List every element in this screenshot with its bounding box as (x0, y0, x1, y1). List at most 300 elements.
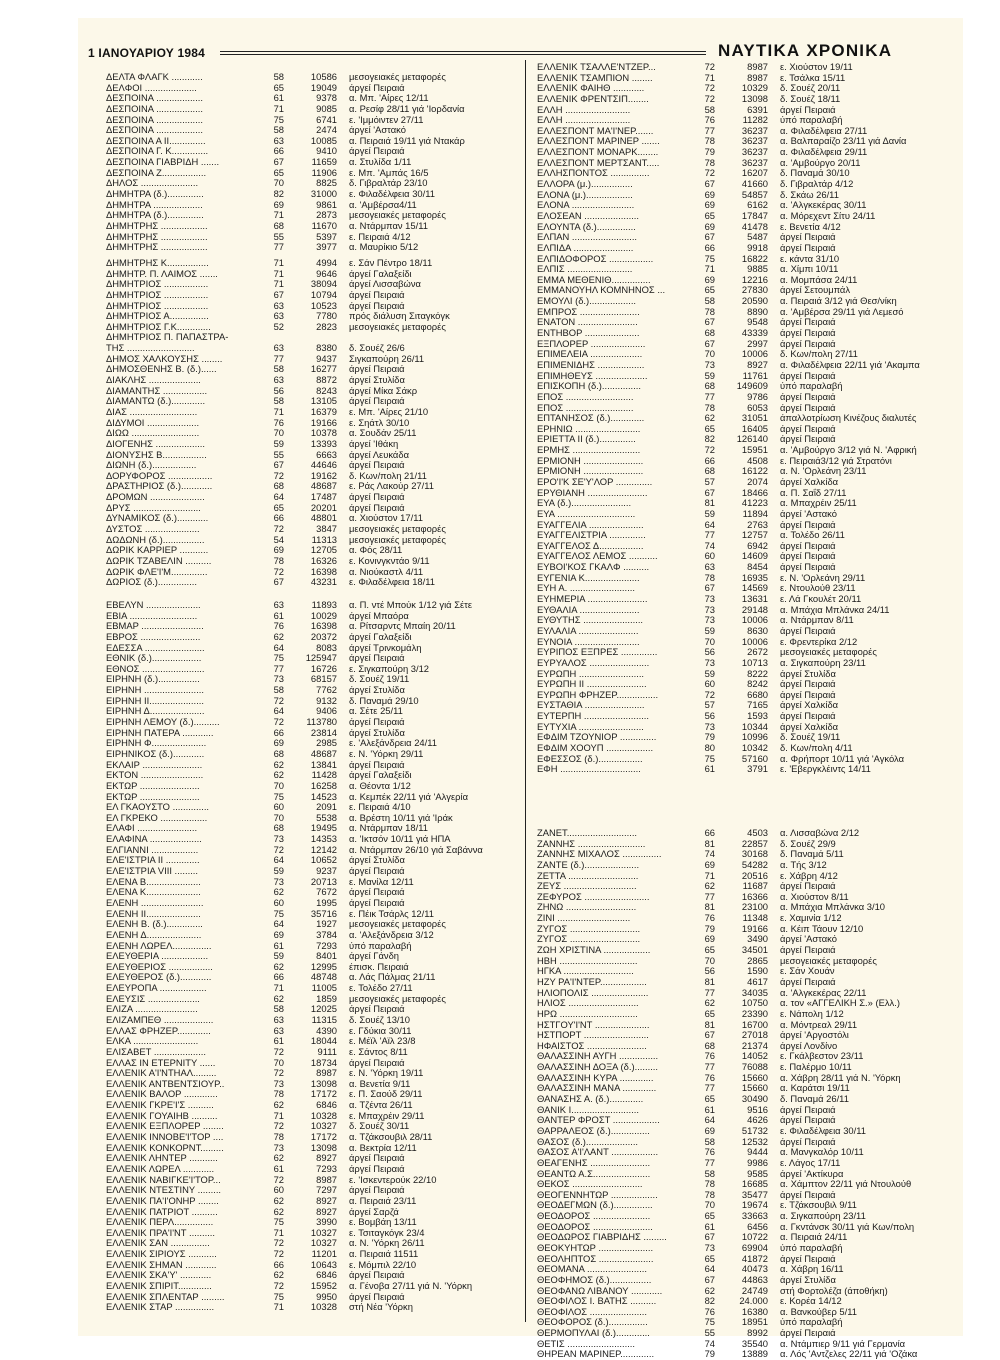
tonnage: 16398 (310, 565, 337, 577)
ship-status: α. Ν. 'Υόρκη 26/11 (349, 1238, 425, 1249)
build-year: 80 (704, 742, 715, 753)
build-year: 77 (704, 529, 715, 541)
build-year: 79 (704, 731, 715, 743)
ship-entry (106, 311, 514, 322)
tonnage: 8243 (316, 384, 337, 396)
build-year: 77 (704, 1061, 715, 1073)
ship-status: α. Μόντρεαλ 29/11 (780, 1019, 858, 1030)
ship-status: ε. Φιλαδέλφεια 18/11 (349, 577, 435, 588)
build-year: 81 (704, 497, 715, 509)
ship-name: ΕΥΡΩΠΗ ΦΡΗΖΕΡ................ (537, 689, 659, 700)
ship-entry (106, 545, 514, 556)
ship-name: ΕΚΤΟΝ ........................ (106, 770, 204, 781)
ship-status: άργεί Λονδίνο (780, 1040, 838, 1051)
build-year: 56 (704, 965, 715, 977)
build-year: 65 (704, 422, 715, 434)
tonnage: 18466 (741, 486, 768, 498)
ship-name: ΕΡΙΕΤΤΑ ΙΙ (δ.).............. (537, 434, 636, 445)
build-year: 68 (704, 465, 715, 477)
ship-name: ΕΛΕΝΑ Κ..................... (106, 887, 201, 898)
ship-name: ΕΥΑΓΓΕΛΟΣ ΛΕΜΟΣ ........... (537, 551, 658, 562)
build-year: 72 (273, 469, 284, 481)
ship-entry (106, 364, 514, 375)
tonnage: 6942 (747, 539, 768, 551)
ship-entry (537, 360, 950, 371)
ship-name: ΔΩΡΙΚ ΦΛΕ'Ι'Μ.............. (106, 566, 208, 577)
build-year: 71 (273, 1109, 284, 1121)
tonnage: 9085 (316, 102, 337, 114)
build-year: 54 (273, 533, 284, 545)
ship-name: ΕΛΛΕΝΙΚ ΤΣΑΜΠΙΟΝ ........ (537, 72, 653, 83)
build-year: 67 (704, 316, 715, 328)
ship-entry (537, 1126, 950, 1137)
ship-name: ΕΥΛΑΛΙΑ ....................... (537, 625, 639, 636)
ship-entry (106, 1196, 514, 1207)
build-year: 73 (704, 593, 715, 605)
ship-name: ΘΑΝΙΚ Ι.......................... (537, 1104, 639, 1115)
ship-status: άργεί Πειραιά (780, 1136, 836, 1147)
build-year: 65 (704, 1093, 715, 1105)
build-year: 75 (273, 790, 284, 802)
build-year: 62 (273, 630, 284, 642)
build-year: 72 (704, 167, 715, 179)
build-year: 62 (273, 769, 284, 781)
ship-status: α. Ντάμπιερ 9/11 γιά Γερμανία (780, 1338, 906, 1349)
build-year: 69 (704, 1124, 715, 1136)
ship-entry (106, 178, 514, 189)
build-year: 68 (704, 327, 715, 339)
ship-name: ΕΠΙΜΗΘΕΥΣ .................... (537, 370, 648, 381)
ship-status: α. Μπαχρέιν 25/11 (780, 498, 857, 509)
ship-entry (106, 1270, 514, 1281)
build-year: 64 (704, 1263, 715, 1275)
build-year: 70 (704, 348, 715, 360)
build-year: 58 (273, 395, 284, 407)
ship-name: ΕΛΠΙΔΑ ....................... (537, 242, 634, 253)
build-year: 82 (704, 1295, 715, 1307)
ship-block (106, 72, 514, 253)
ship-name: ΕΛΕΝΗ ........................ (106, 897, 204, 908)
ship-name: ΕΠΤΑΝΗΣΟΣ (δ.)............. (537, 413, 645, 424)
ship-status: α. 'Αμβούργο 20/11 (780, 157, 861, 168)
ship-status: α. Κέιπ Τάουν 12/10 (780, 923, 864, 934)
tonnage: 9646 (316, 267, 337, 279)
ship-status: ε. Μόμπιλ 22/10 (349, 1259, 417, 1270)
build-year: 68 (273, 747, 284, 759)
ship-name: ΤΗΣ .......................... (106, 343, 195, 354)
ship-status: άργεί Πειραιά (349, 1004, 405, 1015)
ship-name: ΕΡΗΝΙΩ ......................... (537, 423, 641, 434)
ship-name: ΔΗΜΗΤΡΑ (δ.).............. (106, 189, 204, 200)
ship-entry (106, 396, 514, 407)
build-year: 63 (273, 134, 284, 146)
ship-name: ΔΗΜΗΤΡΗΣ .................. (106, 231, 208, 242)
ship-name: ΕΙΡΗΝΗ ΠΑΤΕΡΑ ............ (106, 727, 214, 738)
build-year: 81 (704, 837, 715, 849)
tonnage: 10794 (310, 288, 337, 300)
ship-status: α. Φιλαδέλφεια 27/11 (780, 125, 868, 136)
ship-entry (106, 418, 514, 429)
build-year: 63 (273, 1013, 284, 1025)
build-year: 78 (704, 156, 715, 168)
build-year: 69 (704, 220, 715, 232)
ship-status: ε. Τολέδο 27/11 (349, 983, 413, 994)
build-year: 61 (704, 1103, 715, 1115)
ship-entry (106, 717, 514, 728)
ship-entry (106, 1164, 514, 1175)
build-year: 72 (704, 92, 715, 104)
tonnage: 8927 (316, 1205, 337, 1217)
ship-name: ΕΛΟΝΑ ........................ (537, 200, 635, 211)
ship-name: ΕΥΤΕΡΠΗ ......................... (537, 711, 650, 722)
tonnage: 23814 (310, 726, 337, 738)
ship-status: α. Κεμπέκ 22/11 γιά 'Αλγερία (349, 791, 468, 802)
build-year: 62 (273, 758, 284, 770)
tonnage: 126140 (736, 433, 768, 445)
ship-status: ε. Π. Σαούδ 29/11 (349, 1089, 423, 1100)
build-year: 76 (273, 620, 284, 632)
ship-status: α. Βεκτρία 12/11 (349, 1142, 417, 1153)
ship-status: α. Πειραιά 11511 (349, 1249, 419, 1260)
ship-entry (537, 956, 950, 967)
ship-name: ΕΛΛΕΝΙΚ ΣΠΙΡΙΤ............. (106, 1281, 212, 1291)
build-year: 61 (273, 92, 284, 104)
tonnage: 13098 (310, 1141, 337, 1153)
ship-entry (537, 530, 950, 541)
build-year: 76 (273, 416, 284, 428)
ship-status: άργεί Πειραιά (349, 1057, 405, 1068)
ship-name: ΕΛΛΕΣΠΟΝΤ ΜΕΡΤΣΑΝΤ..... (537, 157, 660, 168)
tonnage: 10328 (310, 1301, 337, 1313)
ship-name: ΘΕΟΓΕΝΝΗΤΩΡ .................. (537, 1189, 658, 1200)
ship-status: α. Τολέδο 26/11 (780, 530, 845, 541)
ship-name: ΕΥΗΜΕΡΙΑ ....................... (537, 594, 648, 605)
ship-name: ΘΑΝΑΣΗΣ Α. (δ.)............. (537, 1094, 644, 1105)
build-year: 59 (704, 507, 715, 519)
ship-entry (106, 189, 514, 200)
ship-status: ε. Ντουλούθ 23/11 (780, 583, 856, 594)
ship-name: ΔΙΑΣ .......................... (106, 406, 198, 417)
ship-name: ΘΑΛΑΣΣΙΝΗ ΑΥΓΗ ............... (537, 1051, 659, 1062)
ship-entry (537, 1211, 950, 1222)
tonnage: 13393 (310, 437, 337, 449)
build-year: 71 (273, 102, 284, 114)
tonnage: 15660 (741, 1071, 768, 1083)
ship-status: δ. Σουέζ 20/11 (780, 83, 841, 94)
tonnage: 3784 (316, 928, 337, 940)
tonnage: 13631 (741, 593, 768, 605)
tonnage: 11687 (742, 880, 768, 892)
ship-status: άργεί Χαλκίδα (780, 476, 839, 487)
ship-entry (106, 972, 514, 983)
build-year: 77 (704, 1156, 715, 1168)
ship-status: ε. Πειραιά 4/10 (349, 802, 411, 813)
ship-name: ΔΙΑΜΑΝΤΗΣ ................. (106, 385, 208, 396)
ship-entry (537, 1105, 950, 1116)
tonnage: 8927 (316, 1194, 337, 1206)
ship-name: ΕΙΡΗΝΗ (δ.)................ (106, 674, 200, 685)
ship-status: άργεί Πειραιά (780, 1253, 836, 1264)
ship-name: ΔΕΛΦΟΙ .................... (106, 82, 197, 93)
tonnage: 43339 (741, 327, 768, 339)
tonnage: 2997 (747, 337, 768, 349)
ship-name: ΕΛΟΝΑ (μ.).................. (537, 189, 633, 200)
tonnage: 11893 (311, 599, 337, 610)
ship-name: ΕΛΛΕΝΙΚ ΠΑΤΡΙΟΤ .......... (106, 1206, 218, 1217)
ship-entry (106, 685, 514, 696)
build-year: 71 (273, 257, 284, 268)
ship-status: δ. Σουέζ 29/9 (780, 838, 836, 849)
ship-status: στή Νέα 'Υόρκη (349, 1302, 413, 1313)
build-year: 77 (704, 390, 715, 402)
tonnage: 9548 (747, 316, 768, 328)
ship-name: ΔΕΣΠΟΙΝΑ .................. (106, 93, 203, 104)
ship-entry (537, 637, 950, 648)
build-year: 67 (704, 337, 715, 349)
tonnage: 10006 (741, 348, 768, 360)
build-year: 63 (273, 310, 284, 322)
ship-entry (537, 754, 950, 765)
build-year: 67 (704, 582, 715, 594)
ship-status: άργεί Πειραιά (780, 232, 836, 243)
ship-status: α. Πειραιά 24/11 (780, 1232, 848, 1243)
build-year: 61 (704, 763, 715, 775)
ship-entry (537, 615, 950, 626)
build-year: 78 (704, 135, 715, 147)
ship-entry (106, 503, 514, 514)
tonnage: 6846 (316, 1099, 337, 1111)
ship-entry (106, 232, 514, 243)
ship-entry (106, 375, 514, 386)
ship-status: ε. Πειραιά3/12 γιά Στρατόνι (780, 455, 892, 466)
tonnage: 8872 (316, 374, 337, 386)
ship-entry (106, 770, 514, 781)
ship-status: άργεί Πειραιά (349, 1270, 405, 1281)
ship-name: ΕΥΗ Α. ......................... (537, 583, 635, 594)
tonnage: 10586 (310, 71, 337, 82)
ship-status: ε. Τσάλκα 15/11 (780, 72, 846, 83)
ship-status: ε. Κορέα 14/12 (780, 1296, 842, 1307)
tonnage: 14569 (741, 582, 768, 594)
build-year: 69 (273, 928, 284, 940)
tonnage: 22857 (741, 837, 768, 849)
ship-status: α. Βενετία 9/11 (349, 1078, 411, 1089)
build-year: 68 (273, 219, 284, 231)
tonnage: 31000 (310, 188, 337, 200)
build-year: 76 (704, 1146, 715, 1158)
ship-entry (537, 1349, 950, 1360)
ship-entry (106, 242, 514, 253)
ship-name: ΔΙΟΓΕΝΗΣ ................... (106, 438, 206, 449)
ship-entry (106, 664, 514, 675)
ship-name: ΘΕΡΜΟΠΥΛΑΙ (δ.)............. (537, 1328, 650, 1339)
build-year: 56 (273, 384, 284, 396)
ship-name: ΕΜΜΑΝΟΥΗΛ ΚΟΜΝΗΝΟΣ ... (537, 285, 666, 296)
ship-status: α. Ρεσίφ 28/11 γιά 'Ιορδανία (349, 103, 465, 114)
ship-name: ΕΛΛΗ ......................... (537, 115, 631, 126)
ship-entry (537, 700, 950, 711)
ship-name: ΔΗΜΗΤΡΗΣ Κ................ (106, 258, 209, 268)
build-year: 55 (273, 230, 284, 242)
build-year: 62 (273, 992, 284, 1004)
ship-status: ε. Ν. 'Υόρκη 19/11 (349, 1068, 424, 1079)
ship-name: ΖΥΓΟΣ ........................... (537, 923, 641, 934)
tonnage: 8401 (316, 950, 337, 962)
ship-status (349, 332, 514, 343)
ship-entry (106, 556, 514, 567)
ship-entry (106, 866, 514, 877)
ship-entry (106, 1015, 514, 1026)
ship-status: Σιγκαπούρη 26/11 (349, 353, 425, 364)
ship-status: μεσογειακές μεταφορές (349, 321, 446, 332)
ship-status: α. Ντάρμπαν 26/10 γιά Σαβάννα (349, 844, 483, 855)
tonnage: 76088 (741, 1061, 768, 1073)
ship-name: ΕΚΤΩΡ ....................... (106, 780, 200, 791)
tonnage: 16822 (741, 252, 768, 264)
build-year: 70 (273, 811, 284, 823)
ship-name: ΔΙΩΩ .......................... (106, 428, 200, 439)
ship-entry (106, 632, 514, 643)
tonnage: 4994 (316, 257, 337, 268)
build-year: 78 (273, 1088, 284, 1100)
ship-name: ΕΙΡΗΝΗ ....................... (106, 685, 204, 696)
ship-name: ΕΦΗ ............................... (537, 764, 641, 775)
ship-status: ε. κάντα 31/10 (780, 253, 840, 264)
ship-entry (537, 669, 950, 680)
tonnage: 35540 (741, 1337, 768, 1349)
ship-name: ΕΥΑΓΓΕΛΟΣ Δ................. (537, 540, 644, 551)
ship-name: ΘΕΟΦΙΛΟΣ ...................... (537, 1306, 647, 1317)
ship-entry (537, 243, 950, 254)
ship-name: ΕΦΕΣΣΟΣ (δ.)................. (537, 753, 643, 764)
build-year: 65 (704, 1210, 715, 1222)
tonnage: 8222 (747, 667, 768, 679)
build-year: 70 (273, 1056, 284, 1068)
ship-name: ΕΒΕΛΥΝ ..................... (106, 600, 201, 610)
ship-name: ΕΙΡΗΝΗ Φ..................... (106, 738, 207, 749)
ship-status: άργεί Στυλίδα (780, 1274, 836, 1285)
ship-name: ΕΞΠΛΟΡΕΡ ..................... (537, 338, 646, 349)
build-year: 73 (704, 720, 715, 732)
tonnage: 14523 (310, 790, 337, 802)
build-year: 62 (273, 1269, 284, 1281)
ship-name: ΕΡΜΙΟΝΗ ....................... (537, 466, 644, 477)
build-year: 72 (273, 1248, 284, 1260)
tonnage: 7293 (316, 1162, 337, 1174)
ship-name: ΕΛΛΕΝΙΚ ΠΡΑ'Ι'ΝΤ .......... (106, 1227, 216, 1238)
ship-entry (106, 1121, 514, 1132)
ship-name: ΔΕΛΤΑ ΦΛΑΓΚ ............ (106, 72, 203, 82)
tonnage: 68157 (310, 673, 337, 685)
ship-entry (106, 994, 514, 1005)
ship-status: α. Χιούστον 8/11 (780, 891, 849, 902)
ship-name: ΗΒΗ .............................. (537, 955, 638, 966)
build-year: 65 (704, 284, 715, 296)
build-year: 70 (273, 177, 284, 189)
ship-entry (106, 653, 514, 664)
tonnage: 20590 (741, 295, 768, 307)
tonnage: 2865 (747, 954, 768, 966)
ship-entry (106, 738, 514, 749)
tonnage: 9437 (316, 352, 337, 364)
ship-entry (106, 1302, 514, 1313)
ship-block (537, 62, 950, 775)
ship-name: ΘΕΟΔΟΡΟΣ ....................... (537, 1221, 653, 1232)
tonnage: 44863 (741, 1273, 768, 1285)
ship-name: ΔΗΜΗΤΡΙΟΣ ................. (106, 300, 209, 311)
ship-name: ΖΕΤΤΑ ........................... (537, 870, 639, 881)
build-year: 75 (273, 652, 284, 664)
ship-name: ΕΛ ΓΚΑΟΥΣΤΟ .............. (106, 802, 210, 813)
ship-entry (537, 349, 950, 360)
ship-name: ΕΛΓΙΑΝΝΙ .................. (106, 844, 199, 855)
tonnage: 20372 (310, 630, 337, 642)
build-year: 57 (704, 699, 715, 711)
ship-name: ΔΗΜΗΤΡΗΣ .................. (106, 220, 208, 231)
ship-status: άργεί Πειραιά (780, 679, 836, 690)
build-year: 67 (273, 459, 284, 471)
ship-status: ε. Μανίλα 12/11 (349, 876, 414, 887)
build-year: 75 (704, 252, 715, 264)
build-year: 69 (273, 198, 284, 210)
tonnage: 30168 (741, 848, 768, 860)
ship-name: ΕΒΡΟΣ ....................... (106, 631, 201, 642)
ship-name: ΕΛΛΕΣΠΟΝΤ ΜΑΡΙΝΕΡ ....... (537, 136, 660, 147)
ship-status: α. Φός 28/11 (349, 545, 403, 556)
tonnage: 9237 (316, 865, 337, 877)
build-year: 63 (273, 342, 284, 354)
ship-entry (106, 83, 514, 94)
build-year: 58 (704, 295, 715, 307)
tonnage: 16685 (741, 1178, 768, 1190)
tonnage: 16380 (741, 1305, 768, 1317)
ship-name: ΕΥΘΥΤΗΣ ....................... (537, 615, 644, 626)
ship-status: ε. 'Εβεργκλέιντς 14/11 (780, 764, 871, 775)
build-year: 70 (704, 954, 715, 966)
build-year: 79 (704, 146, 715, 158)
ship-name: ΕΒΜΑΡ ........................ (106, 621, 204, 632)
build-year: 70 (273, 779, 284, 791)
ship-status: άργεί Τρινκομάλη (349, 642, 422, 653)
ship-name: ΕΛΛΕΝΙΚ ΦΡΕΝΤΣΙΠ........ (537, 93, 649, 104)
tonnage: 6456 (747, 1220, 768, 1232)
ship-entry (537, 445, 950, 456)
build-year: 61 (273, 1035, 284, 1047)
ship-status: άργεί Πειραιά (349, 300, 405, 311)
ship-name: ΕΛΑΦΙ ....................... (106, 823, 198, 834)
ship-name: ΕΛΙΖΑ ........................ (106, 1004, 198, 1015)
ship-status: μεσογειακές μεταφορές (349, 524, 446, 535)
ship-entry (106, 279, 514, 290)
build-year: 55 (704, 1327, 715, 1339)
ship-status: α. Μπ. 'Αίρες 12/11 (349, 93, 429, 104)
ship-status: ε. Χάβρη 4/12 (780, 870, 838, 881)
ship-status: δ. Γιβραλτάρ 4/12 (780, 179, 854, 190)
ship-status: α. 'Ικτσόν 10/11 γιά ΗΠΑ (349, 834, 451, 845)
ship-name: ΕΛΛΕΝΙΚ ΣΑΝ ............... (106, 1238, 210, 1249)
ship-status: ε. Βομβάη 13/11 (349, 1217, 417, 1228)
build-year: 58 (273, 124, 284, 136)
ship-name: ΔΙΩΝΗ (δ.)................. (106, 460, 197, 471)
tonnage: 3847 (316, 523, 337, 535)
tonnage: 41223 (741, 497, 768, 509)
ship-status: α. Τζάκσουβιλ 28/11 (349, 1132, 433, 1143)
ship-name: ΕΛΕΥΡΟΠΑ .................. (106, 983, 207, 994)
tonnage: 125947 (305, 652, 337, 664)
ship-entry (537, 254, 950, 265)
ship-entry (106, 781, 514, 792)
ship-status: δ. Παναμά 26/11 (780, 1094, 849, 1105)
